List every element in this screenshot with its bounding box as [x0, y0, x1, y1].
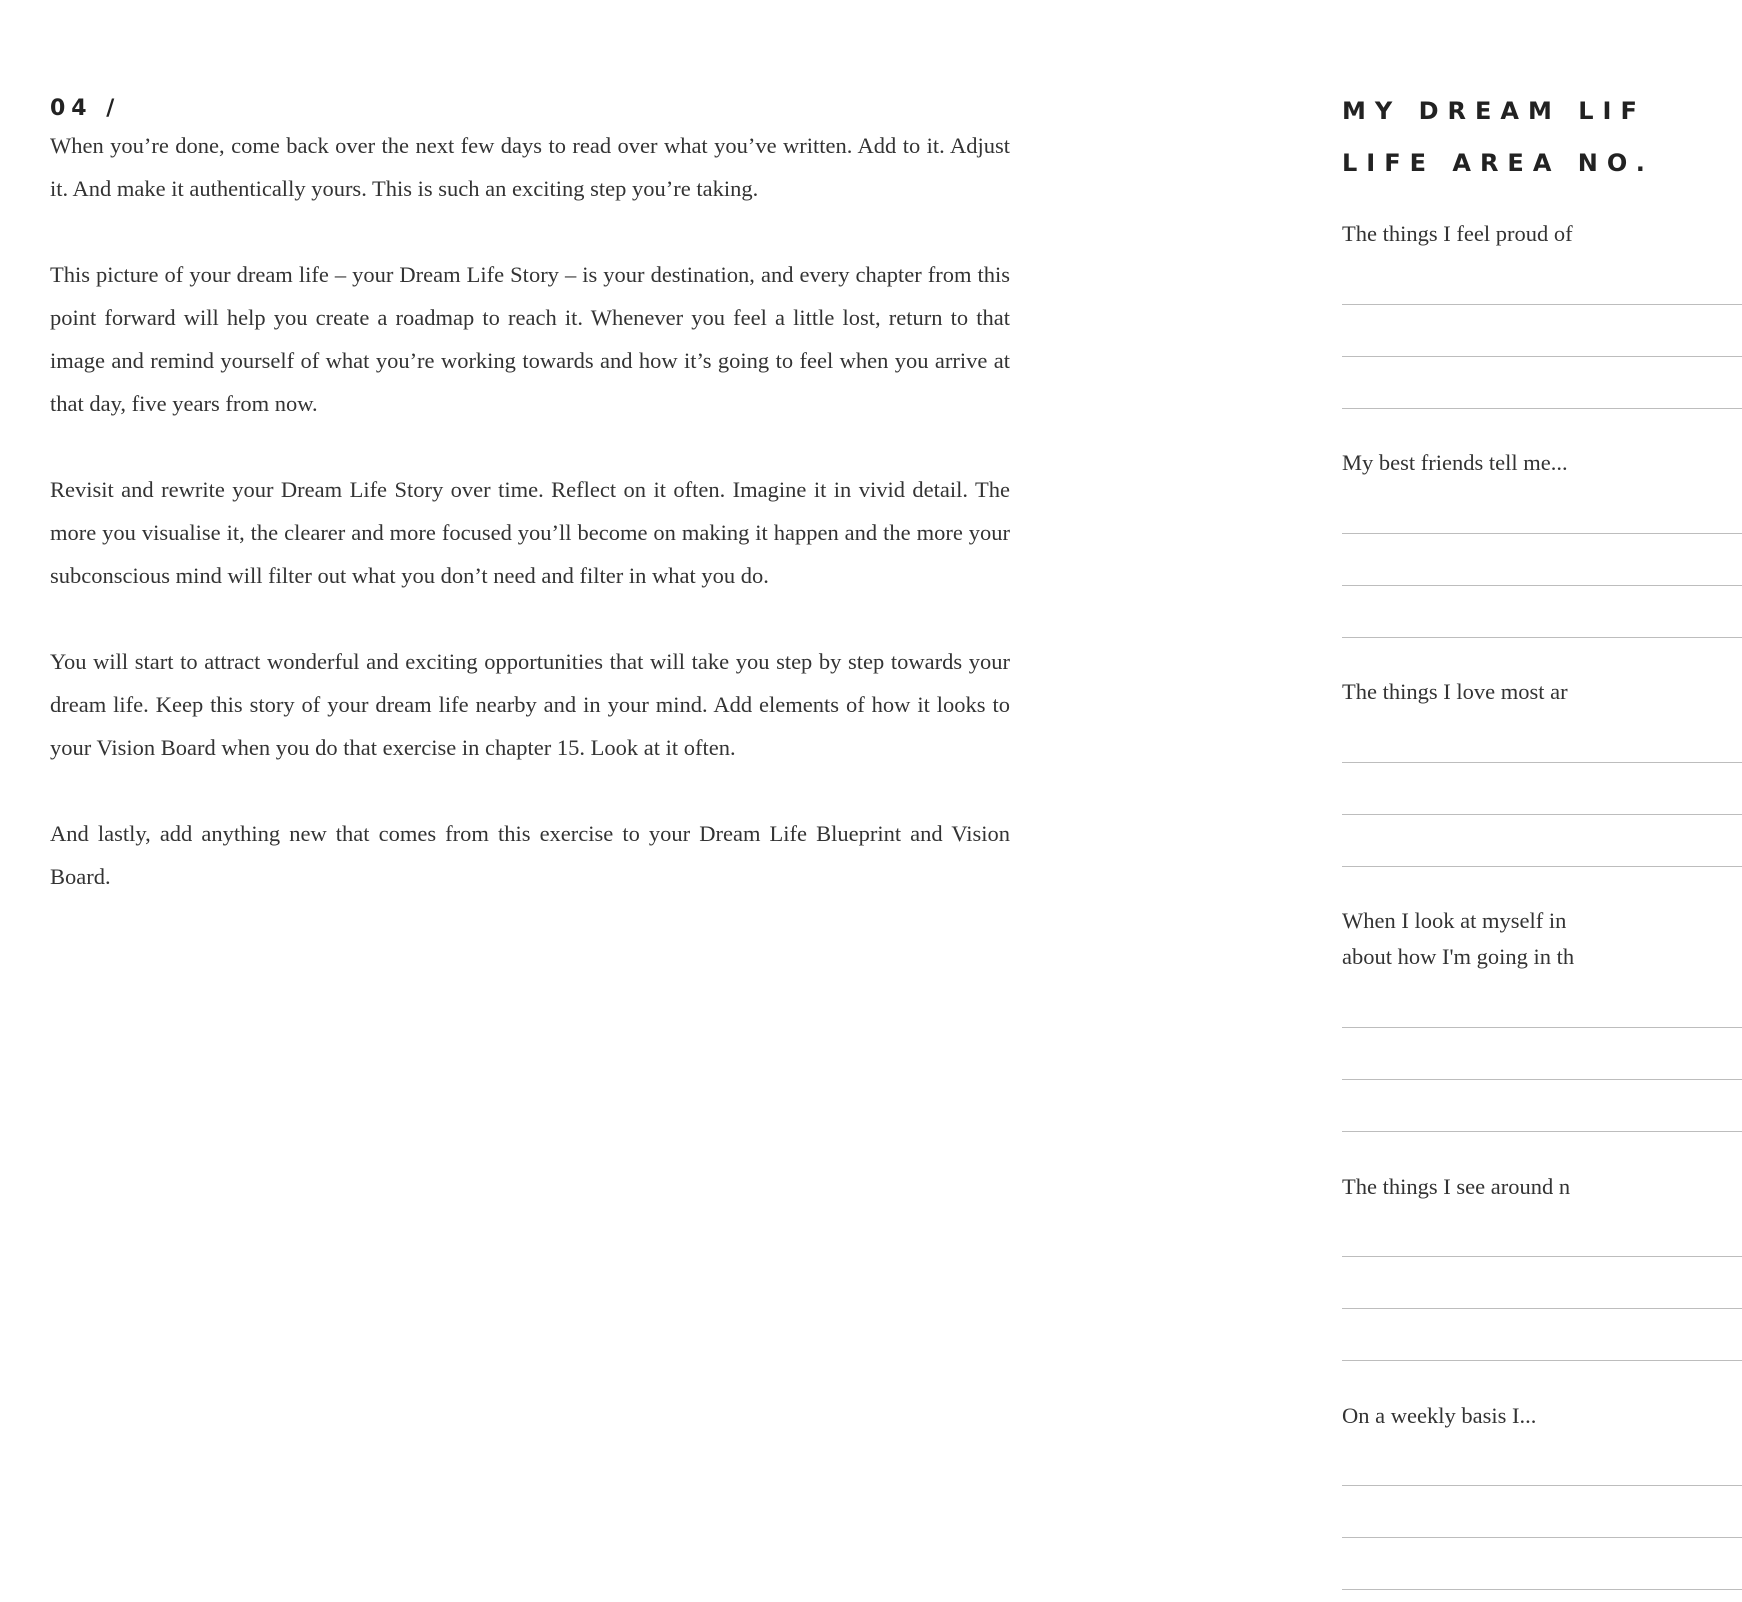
- body-paragraph-4: You will start to attract wonderful and exciting opportunities that will take you step by step towards your dream life. Keep this story of your dream life nearby and in your mind. Add elements of how it looks to your Vision Board when you do that exercise in chapter 15. Look at it often.: [50, 649, 1010, 760]
- prompt-text: The things I love most ar: [1342, 679, 1568, 704]
- body-paragraph-3: Revisit and rewrite your Dream Life Story over time. Reflect on it often. Imagine it in vivid detail. The more you visualise it, the clearer and more focused you’ll become on making it happen and the more your subconscious mind will filter out what you don’t need and filter in what you do.: [50, 477, 1010, 588]
- prompt-text: about how I'm going in th: [1342, 944, 1575, 969]
- body-paragraph-1: When you’re done, come back over the next few days to read over what you’ve written. Add to it. Adjust it. And make it authentically yours. This is such an exciting step you’re taking.: [50, 133, 1010, 201]
- prompt-text: The things I see around n: [1342, 1174, 1571, 1199]
- writing-line[interactable]: [1342, 1131, 1742, 1132]
- prompt-block: [1342, 674, 1742, 710]
- writing-line[interactable]: [1342, 533, 1742, 534]
- body-paragraph-5: And lastly, add anything new that comes from this exercise to your Dream Life Blueprint and Vision Board.: [50, 821, 1010, 889]
- worksheet-title: MY DREAM LIF: [1342, 97, 1646, 125]
- writing-line[interactable]: [1342, 1079, 1742, 1080]
- body-paragraph-2: This picture of your dream life – your Dream Life Story – is your destination, and every chapter from this point forward will help you create a roadmap to reach it. Whenever you feel a little lost, return to that image and remind yourself of what you’re working towards and how it’s going to feel when you arrive at that day, five years from now.: [50, 262, 1010, 416]
- writing-line[interactable]: [1342, 814, 1742, 815]
- writing-line[interactable]: [1342, 1589, 1742, 1590]
- writing-line[interactable]: [1342, 585, 1742, 586]
- writing-line[interactable]: [1342, 1360, 1742, 1361]
- writing-line[interactable]: [1342, 1256, 1742, 1257]
- writing-line[interactable]: [1342, 637, 1742, 638]
- prompt-block: [1342, 216, 1742, 252]
- writing-line[interactable]: [1342, 1308, 1742, 1309]
- prompt-text: The things I feel proud of: [1342, 221, 1573, 246]
- prompt-text: My best friends tell me...: [1342, 450, 1568, 475]
- prompt-text: When I look at myself in: [1342, 908, 1567, 933]
- writing-line[interactable]: [1342, 866, 1742, 867]
- left-page: [50, 94, 1010, 941]
- right-page: [1342, 94, 1742, 1428]
- prompt-block: [1342, 1398, 1742, 1434]
- writing-line[interactable]: [1342, 1027, 1742, 1028]
- writing-line[interactable]: [1342, 408, 1742, 409]
- writing-line[interactable]: [1342, 304, 1742, 305]
- writing-line[interactable]: [1342, 762, 1742, 763]
- life-area-heading: LIFE AREA NO.: [1342, 149, 1654, 177]
- prompt-block: [1342, 1169, 1742, 1205]
- writing-line[interactable]: [1342, 356, 1742, 357]
- writing-line[interactable]: [1342, 1537, 1742, 1538]
- prompt-text: On a weekly basis I...: [1342, 1403, 1537, 1428]
- prompt-block: [1342, 445, 1742, 481]
- prompt-block: [1342, 903, 1742, 975]
- chapter-label: 04 /: [50, 96, 121, 121]
- writing-line[interactable]: [1342, 1485, 1742, 1486]
